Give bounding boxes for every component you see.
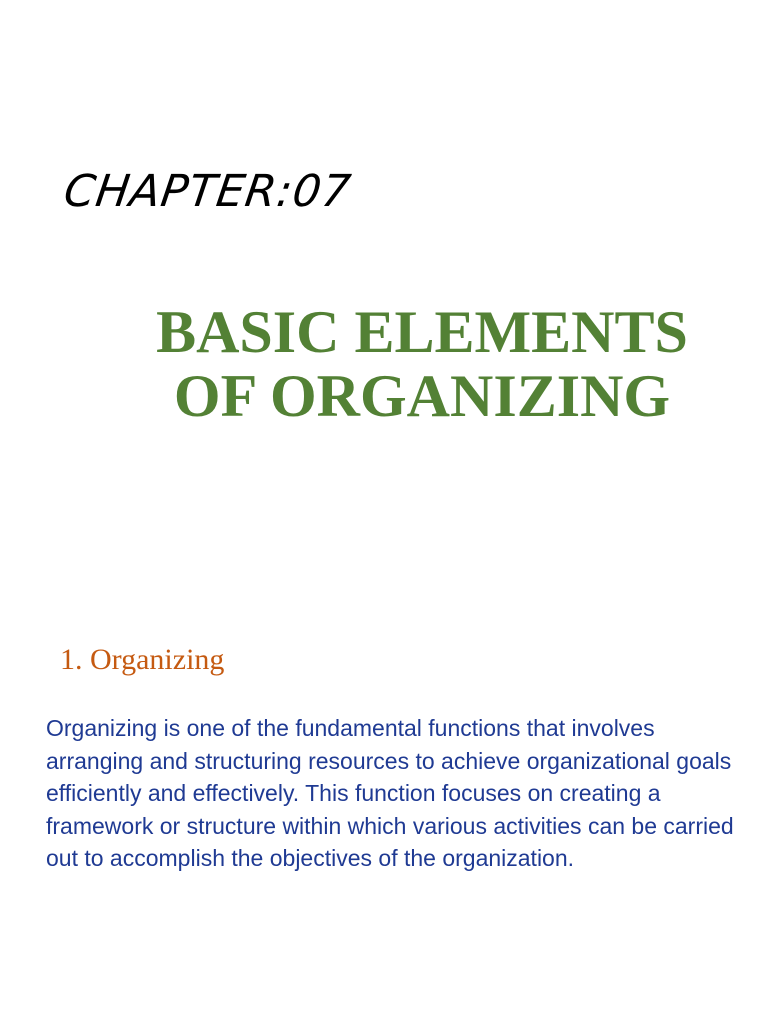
chapter-title-line-2: OF ORGANIZING xyxy=(173,363,671,429)
section-heading: 1. Organizing xyxy=(60,643,225,676)
chapter-label: CHAPTER:07 xyxy=(60,166,355,217)
section-paragraph: Organizing is one of the fundamental functions that involves arranging and structuring resources to achieve organizational goals efficiently and effectively. This function focuses on creating a framework or structure within which various activities can be carried out to accomplish the objectives of the organization. xyxy=(46,715,734,871)
chapter-title-line-1: BASIC ELEMENTS xyxy=(156,299,688,365)
chapter-title xyxy=(84,300,760,428)
